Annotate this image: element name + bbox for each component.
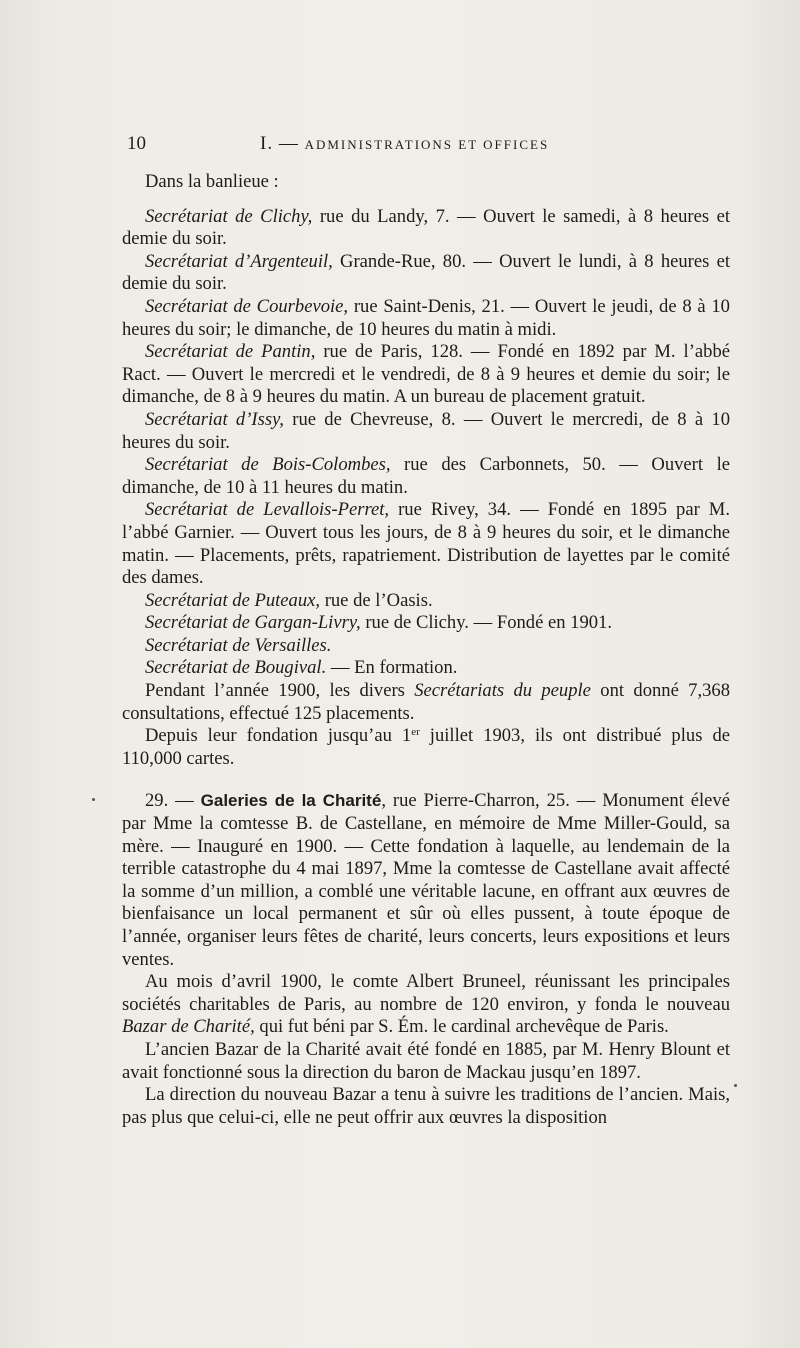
entry-galeries-charite xyxy=(122,790,730,971)
secretariat-name: Secrétariat de Versailles. xyxy=(145,634,332,656)
paragraph-cartes xyxy=(122,725,730,770)
secretariat-clichy xyxy=(122,206,730,251)
italic-run: Bazar de Charité, xyxy=(122,1016,255,1038)
paragraph-avril-1900 xyxy=(122,971,730,1039)
secretariat-name: Secrétariat de Bougival. xyxy=(145,657,327,679)
secretariat-details: rue de Chevreuse, 8. — Ouvert le mercredi, de 8 à 10 heures du soir. xyxy=(122,408,730,453)
page-number: 10 xyxy=(127,133,146,154)
secretariat-details: rue du Landy, 7. — Ouvert le samedi, à 8 heures et demie du soir. xyxy=(122,205,730,250)
secretariat-puteaux xyxy=(122,590,730,613)
secretariat-name: Secrétariat de Clichy, xyxy=(145,205,313,227)
paragraph-direction: La direction du nouveau Bazar a tenu à suivre les traditions de l’ancien. Mais, pas plus que celui-ci, elle ne peut offrir aux œuvres la disposition xyxy=(122,1084,730,1128)
secretariat-name: Secrétariat de Courbevoie, xyxy=(145,295,349,317)
text-run: qui fut béni par S. Ém. le cardinal archevêque de Paris. xyxy=(254,1016,669,1038)
secretariat-details: rue des Carbonnets, 50. — Ouvert le dimanche, de 10 à 11 heures du matin. xyxy=(122,454,730,498)
secretariat-details: rue de Clichy. — Fondé en 1901. xyxy=(360,612,613,634)
text-run: Au mois d’avril 1900, le comte Albert Bruneel, réunissant les principales sociétés charitables de Paris, au nombre de 120 environ, y fonda le nouveau xyxy=(122,971,730,1015)
secretariat-name: Secrétariat de Puteaux, xyxy=(145,589,321,611)
secretariat-gargan-livry xyxy=(122,612,730,635)
secretariat-pantin xyxy=(122,341,730,409)
secretariat-issy xyxy=(122,409,730,454)
paragraph-banlieue: Dans la banlieue : xyxy=(145,171,279,192)
secretariat-courbevoie xyxy=(122,296,730,341)
secretariat-bois-colombes xyxy=(122,454,730,499)
secretariat-name: Secrétariat d’Issy, xyxy=(145,408,284,430)
entry-text: , rue Pierre-Charron, 25. — Monument élevé par Mme la comtesse B. de Castellane, en mémoire de Mme Miller-Gould, sa mère. — Inauguré en 1900. — Cette fondation à laquelle, au lendemain de la terrible catastrophe du 4 mai 1897, Mme la comtesse de Castellane avait affecté la somme d’un million, a comblé une véritable lacune, en offrant aux œuvres de bienfaisance un local permanent et sûr où elles pussent, à toute époque de l’année, organiser leurs fêtes de charité, leurs concerts, leurs expositions et leurs ventes. xyxy=(122,790,730,970)
secretariat-name: Secrétariat de Gargan-Livry, xyxy=(145,612,361,634)
secretariat-details: — En formation. xyxy=(326,657,458,679)
text-run: Depuis leur fondation jusqu’au 1 xyxy=(145,725,412,747)
margin-speck xyxy=(734,1084,737,1087)
secretariat-details: rue Rivey, 34. — Fondé en 1895 par M. l’abbé Garnier. — Ouvert tous les jours, de 8 à 9 heures du soir, et le dimanche matin. — Placements, prêts, rapatriement. Distribution de layettes par le comité des dames. xyxy=(122,499,730,589)
paragraph-ancien-bazar: L’ancien Bazar de la Charité avait été fondé en 1885, par M. Henry Blount et avait fonctionné sous la direction du baron de Mackau jusqu’en 1897. xyxy=(122,1038,730,1083)
secretariat-details: Grande-Rue, 80. — Ouvert le lundi, à 8 heures et demie du soir. xyxy=(122,250,731,295)
section-numeral: I. — xyxy=(260,133,305,154)
section-title: ADMINISTRATIONS ET OFFICES xyxy=(304,137,550,152)
secretariat-name: Secrétariat de Levallois-Perret, xyxy=(145,499,390,521)
entry-title: Galeries de la Charité xyxy=(200,791,382,811)
running-title xyxy=(260,133,549,155)
entry-number: 29. — xyxy=(145,790,201,812)
text-run: ont donné 7,368 consultations, effectué 125 placements. xyxy=(122,680,731,724)
secretariat-name: Secrétariat d’Argenteuil, xyxy=(145,250,333,272)
running-header xyxy=(127,133,731,157)
secretariat-levallois-perret xyxy=(122,499,730,589)
text-run: Pendant l’année 1900, les divers xyxy=(145,680,415,702)
superscript: er xyxy=(411,726,420,739)
body-text xyxy=(122,171,730,1129)
italic-run: Secrétariats du peuple xyxy=(414,680,591,702)
text-run: juillet 1903, ils ont distribué plus de 110,000 cartes. xyxy=(122,725,730,769)
secretariat-bougival xyxy=(122,657,730,680)
secretariat-details: rue Saint-Denis, 21. — Ouvert le jeudi, de 8 à 10 heures du soir; le dimanche, de 10 heures du matin à midi. xyxy=(122,295,730,340)
secretariat-details: rue de Paris, 128. — Fondé en 1892 par M. l’abbé Ract. — Ouvert le mercredi et le vendredi, de 8 à 9 heures et demie du soir; le dimanche, de 8 à 9 heures du matin. A un bureau de placement gratuit. xyxy=(122,341,730,408)
secretariat-details: rue de l’Oasis. xyxy=(320,589,433,611)
secretariat-name: Secrétariat de Bois-Colombes, xyxy=(145,454,391,476)
secretariat-versailles xyxy=(122,635,730,658)
margin-speck xyxy=(92,798,95,801)
paragraph-annee-1900 xyxy=(122,680,730,725)
secretariat-name: Secrétariat de Pantin, xyxy=(145,341,316,363)
secretariat-argenteuil xyxy=(122,251,730,296)
